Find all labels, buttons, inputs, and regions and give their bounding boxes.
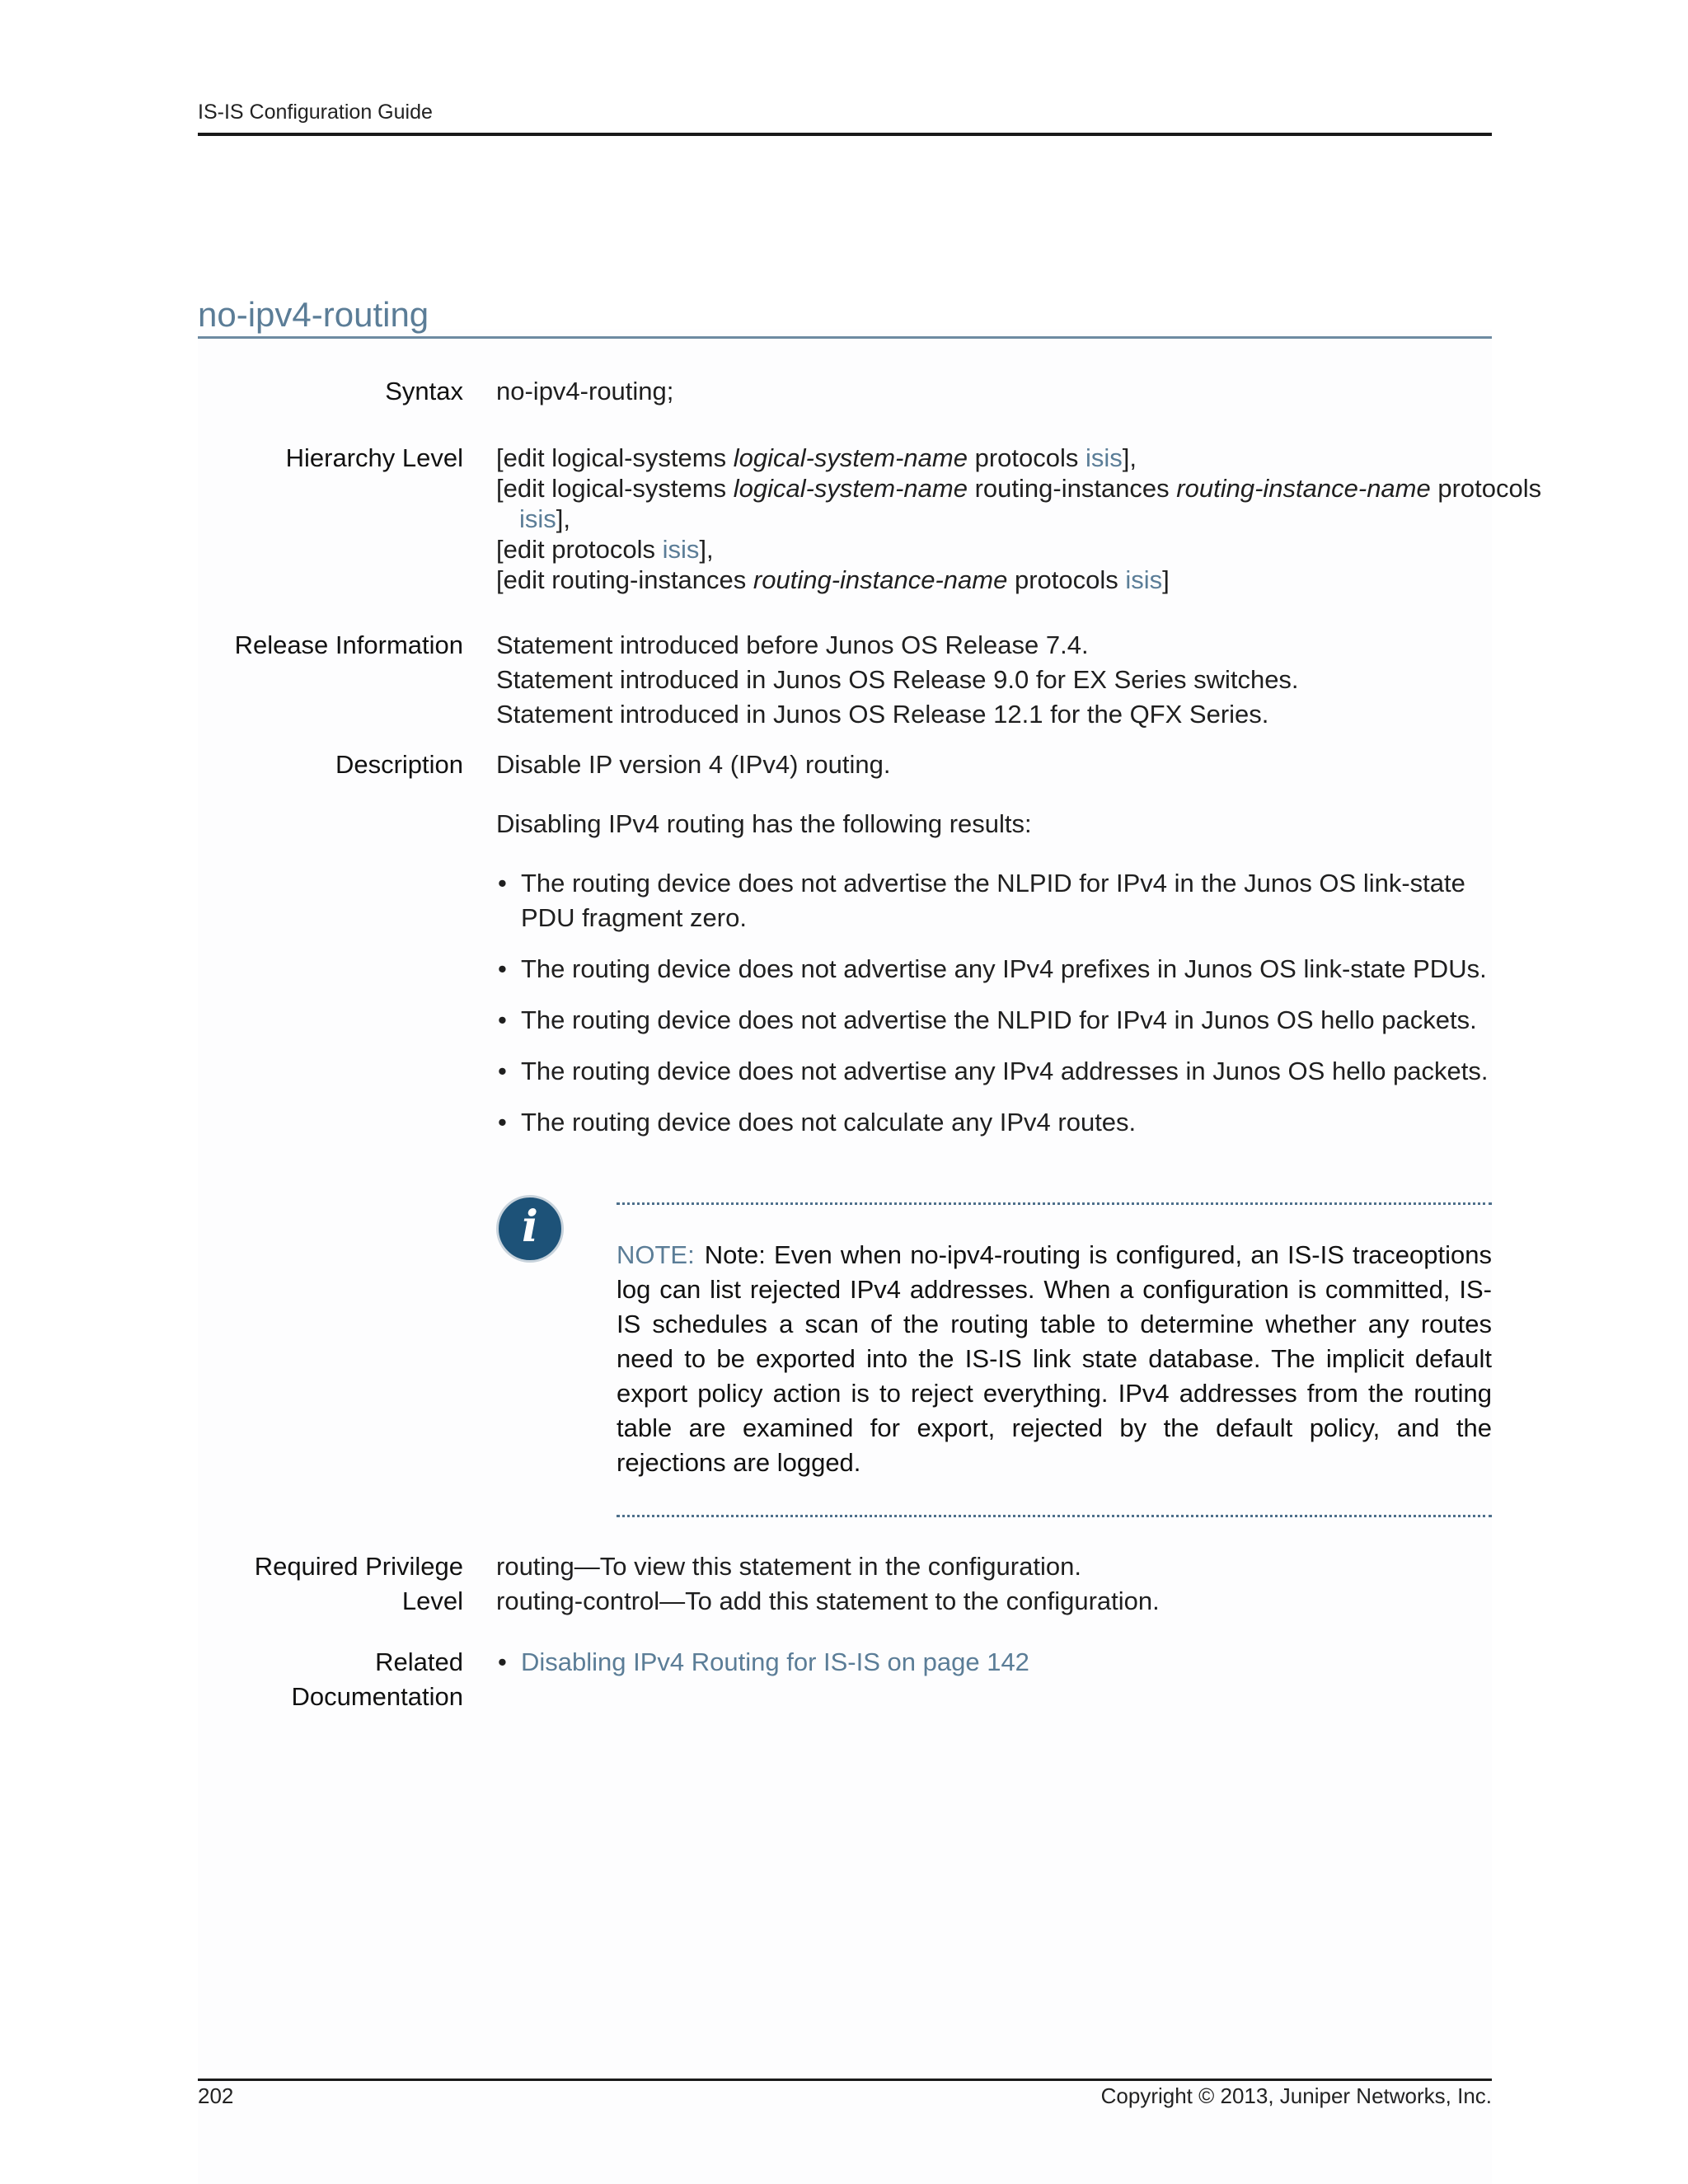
list-item <box>496 866 1492 935</box>
release-line: Statement introduced before Junos OS Release 7.4. <box>496 630 1089 659</box>
hierarchy-text: protocols <box>967 443 1085 472</box>
isis-link[interactable]: isis <box>662 535 700 564</box>
note-text <box>617 1238 1492 1480</box>
privilege-label-line: Level <box>401 1586 463 1615</box>
release-line: Statement introduced in Junos OS Release 12.1 for the QFX Series. <box>496 700 1269 729</box>
description-label: Description <box>335 750 463 779</box>
list-item-text: The routing device does not calculate any IPv4 routes. <box>521 1108 1137 1137</box>
hierarchy-variable: logical-system-name <box>733 443 968 472</box>
page-number: 202 <box>198 2083 234 2108</box>
bullet-icon: • <box>498 869 507 898</box>
description-paragraph: Disable IP version 4 (IPv4) routing. <box>496 750 891 779</box>
list-item-text: The routing device does not advertise the NLPID for IPv4 in Junos OS hello packets. <box>521 1005 1477 1034</box>
copyright-notice: Copyright © 2013, Juniper Networks, Inc. <box>1100 2083 1492 2108</box>
bullet-icon: • <box>498 954 507 983</box>
hierarchy-text: [edit routing-instances <box>496 565 753 594</box>
hierarchy-text: [edit protocols <box>496 535 663 564</box>
hierarchy-text: ], <box>699 535 714 564</box>
privilege-label <box>255 1549 463 1619</box>
title-rule <box>198 336 1492 339</box>
release-line: Statement introduced in Junos OS Release 9.0 for EX Series switches. <box>496 665 1299 694</box>
list-item <box>496 952 1492 987</box>
privilege-line: routing—To view this statement in the configuration. <box>496 1552 1081 1581</box>
note-top-divider <box>617 1202 1492 1205</box>
list-item-text: The routing device does not advertise any IPv4 addresses in Junos OS hello packets. <box>521 1057 1489 1085</box>
hierarchy-text: protocols <box>1430 474 1542 503</box>
isis-link[interactable]: isis <box>1085 443 1123 472</box>
list-item <box>496 1003 1492 1038</box>
privilege-label-line: Required Privilege <box>254 1552 463 1581</box>
note-bottom-divider <box>617 1515 1492 1517</box>
description-block <box>496 748 1492 1156</box>
related-list <box>496 1645 1492 1680</box>
privilege-block <box>496 1549 1492 1619</box>
note-command: no-ipv4-routing <box>910 1240 1081 1269</box>
bullet-icon: • <box>498 1057 507 1085</box>
hierarchy-variable: logical-system-name <box>733 474 968 503</box>
results-list <box>496 866 1492 1140</box>
hierarchy-text: ], <box>556 504 571 533</box>
isis-link[interactable]: isis <box>519 504 556 533</box>
hierarchy-block <box>496 443 1542 595</box>
hierarchy-line <box>496 473 1542 504</box>
related-label-line: Related <box>375 1647 463 1676</box>
page-title: no-ipv4-routing <box>198 295 429 334</box>
note-label: NOTE: <box>617 1240 695 1269</box>
hierarchy-text: [edit logical-systems <box>496 474 734 503</box>
hierarchy-text: [edit logical-systems <box>496 443 734 472</box>
hierarchy-text: ], <box>1122 443 1137 472</box>
running-header: IS-IS Configuration Guide <box>198 101 433 124</box>
hierarchy-line <box>496 504 1492 534</box>
list-item <box>496 1645 1492 1680</box>
bullet-icon: • <box>498 1005 507 1034</box>
hierarchy-label: Hierarchy Level <box>285 443 463 472</box>
hierarchy-variable: routing-instance-name <box>1176 474 1431 503</box>
hierarchy-text: ] <box>1162 565 1170 594</box>
related-block <box>496 1645 1492 1696</box>
related-doc-link[interactable]: Disabling IPv4 Routing for IS-IS on page 142 <box>521 1647 1029 1676</box>
hierarchy-text: routing-instances <box>967 474 1177 503</box>
hierarchy-line <box>496 565 1492 595</box>
isis-link[interactable]: isis <box>1125 565 1163 594</box>
hierarchy-text: protocols <box>1007 565 1126 594</box>
hierarchy-line <box>496 443 1492 473</box>
related-label <box>291 1645 463 1714</box>
syntax-label: Syntax <box>385 377 463 405</box>
info-icon: i <box>496 1195 564 1263</box>
list-item <box>496 1054 1492 1089</box>
list-item-text: The routing device does not advertise the NLPID for IPv4 in the Junos OS link-state PDU fragment zero. <box>521 869 1465 932</box>
syntax-value: no-ipv4-routing; <box>496 377 674 405</box>
release-block <box>496 628 1492 732</box>
description-paragraph: Disabling IPv4 routing has the following results: <box>496 809 1032 838</box>
bullet-icon: • <box>498 1647 507 1676</box>
bullet-icon: • <box>498 1108 507 1137</box>
hierarchy-line <box>496 534 1492 565</box>
privilege-line: routing-control—To add this statement to the configuration. <box>496 1586 1160 1615</box>
list-item <box>496 1105 1492 1140</box>
hierarchy-variable: routing-instance-name <box>753 565 1008 594</box>
list-item-text: The routing device does not advertise any IPv4 prefixes in Junos OS link-state PDUs. <box>521 954 1487 983</box>
related-label-line: Documentation <box>291 1682 463 1711</box>
footer-rule <box>198 2079 1492 2081</box>
note-body: Note: Even when <box>704 1240 911 1269</box>
header-rule <box>198 133 1492 136</box>
release-label: Release Information <box>234 630 463 659</box>
note-body: is configured, an IS-IS traceoptions log can list rejected IPv4 addresses. When a configuration is committed, IS-IS schedules a scan of the routing table to determine whether any routes need to be exported into the IS-IS link state database. The implicit default export policy action is to reject everything. IPv4 addresses from the routing table are examined for export, rejected by the default policy, and the rejections are logged. <box>617 1240 1492 1477</box>
